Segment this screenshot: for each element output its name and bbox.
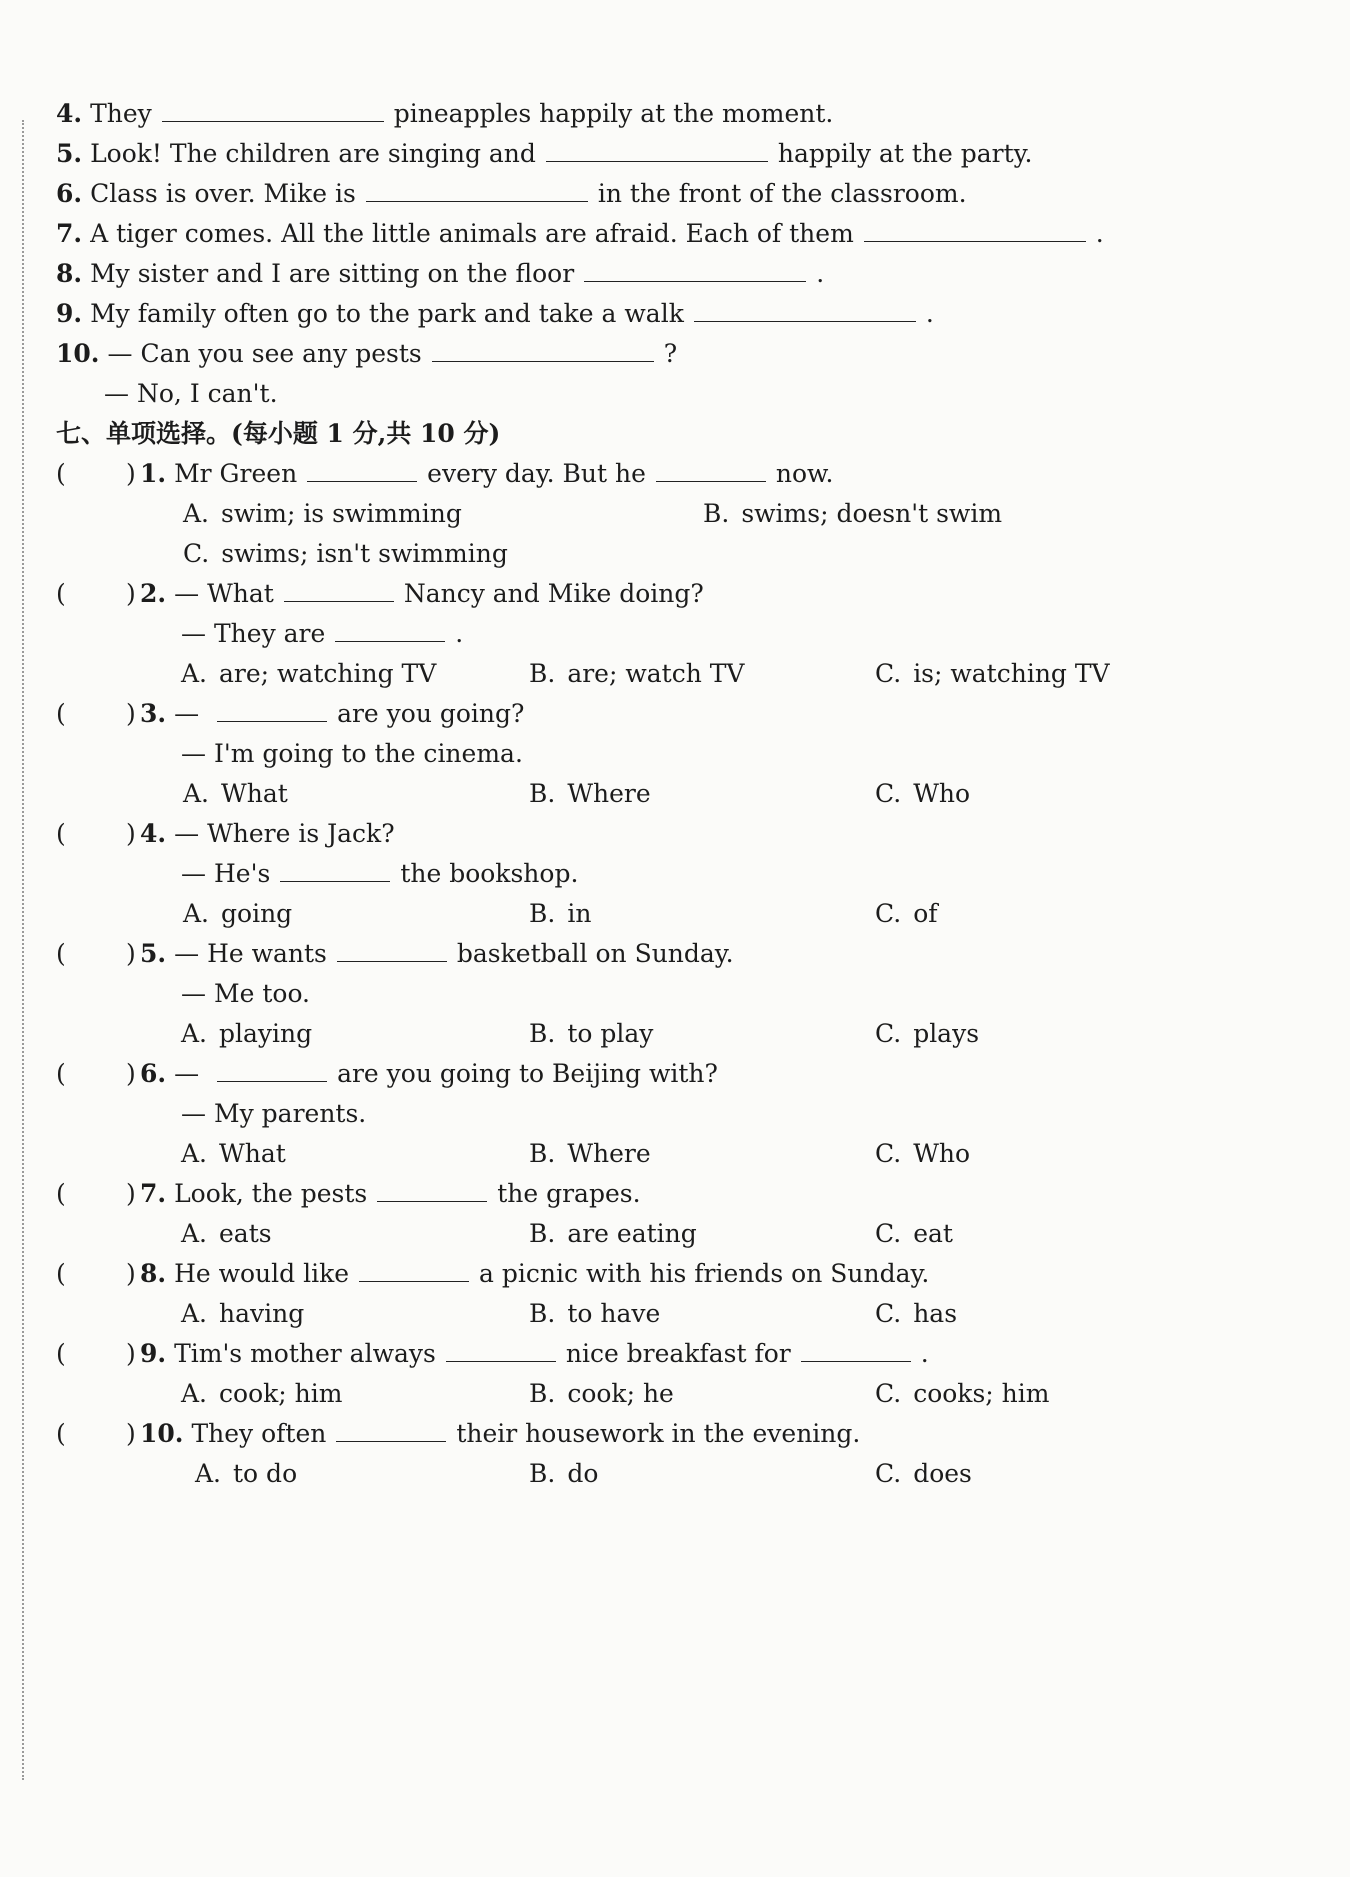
section-title: 七、单项选择。(每小题 1 分,共 10 分) [56,419,501,448]
q2-option-c[interactable]: C. is; watching TV [875,659,1110,688]
q1-option-a[interactable]: A. swim; is swimming [183,499,462,528]
margin-dotted-rule [22,120,24,1780]
question-1: 1. Mr Green every day. But he now. [140,459,834,488]
answer-blank[interactable] [446,1339,556,1362]
q4-reply: — He's the bookshop. [181,859,579,888]
question-2: 2. — What Nancy and Mike doing? [140,579,704,608]
fill-item-10-reply: — No, I can't. [104,379,278,408]
q7-option-b[interactable]: B. are eating [529,1219,697,1248]
answer-blank[interactable] [284,579,394,602]
q9-option-a[interactable]: A. cook; him [181,1379,343,1408]
q9-option-c[interactable]: C. cooks; him [875,1379,1050,1408]
q10-option-c[interactable]: C. does [875,1459,972,1488]
answer-blank[interactable] [656,459,766,482]
q6-option-b[interactable]: B. Where [529,1139,651,1168]
q3-reply: — I'm going to the cinema. [181,739,523,768]
answer-blank[interactable] [307,459,417,482]
q5-reply: — Me too. [181,979,310,1008]
answer-paren[interactable]: ( ) [56,1419,136,1448]
question-10: 10. They often their housework in the evening. [140,1419,861,1448]
q5-option-b[interactable]: B. to play [529,1019,654,1048]
answer-blank[interactable] [584,259,806,282]
answer-paren[interactable]: ( ) [56,579,136,608]
q3-option-b[interactable]: B. Where [529,779,651,808]
question-5: 5. — He wants basketball on Sunday. [140,939,734,968]
q9-option-b[interactable]: B. cook; he [529,1379,674,1408]
answer-blank[interactable] [377,1179,487,1202]
question-6: 6. — are you going to Beijing with? [140,1059,718,1088]
answer-blank[interactable] [546,139,768,162]
q6-option-c[interactable]: C. Who [875,1139,971,1168]
q2-option-a[interactable]: A. are; watching TV [181,659,437,688]
answer-paren[interactable]: ( ) [56,819,136,848]
answer-blank[interactable] [366,179,588,202]
answer-paren[interactable]: ( ) [56,459,136,488]
q6-option-a[interactable]: A. What [181,1139,286,1168]
answer-blank[interactable] [694,299,916,322]
q8-option-a[interactable]: A. having [181,1299,305,1328]
fill-item-8: 8. My sister and I are sitting on the floor . [56,259,825,288]
fill-item-5: 5. Look! The children are singing and happily at the party. [56,139,1033,168]
answer-blank[interactable] [335,619,445,642]
answer-blank[interactable] [280,859,390,882]
question-4: 4. — Where is Jack? [140,819,395,848]
answer-blank[interactable] [337,939,447,962]
q5-option-a[interactable]: A. playing [181,1019,313,1048]
q2-option-b[interactable]: B. are; watch TV [529,659,745,688]
q5-option-c[interactable]: C. plays [875,1019,980,1048]
q10-option-a[interactable]: A. to do [195,1459,298,1488]
fill-item-9: 9. My family often go to the park and take a walk . [56,299,934,328]
fill-item-4: 4. They pineapples happily at the moment. [56,99,834,128]
fill-item-7: 7. A tiger comes. All the little animals are afraid. Each of them . [56,219,1104,248]
q4-option-b[interactable]: B. in [529,899,592,928]
answer-blank[interactable] [864,219,1086,242]
answer-blank[interactable] [336,1419,446,1442]
q3-option-a[interactable]: A. What [183,779,288,808]
answer-paren[interactable]: ( ) [56,1059,136,1088]
answer-paren[interactable]: ( ) [56,1179,136,1208]
question-8: 8. He would like a picnic with his friends on Sunday. [140,1259,930,1288]
q4-option-a[interactable]: A. going [183,899,293,928]
answer-blank[interactable] [217,699,327,722]
answer-blank[interactable] [162,99,384,122]
question-7: 7. Look, the pests the grapes. [140,1179,641,1208]
q3-option-c[interactable]: C. Who [875,779,971,808]
answer-paren[interactable]: ( ) [56,1259,136,1288]
question-3: 3. — are you going? [140,699,525,728]
q1-option-c[interactable]: C. swims; isn't swimming [183,539,508,568]
answer-paren[interactable]: ( ) [56,1339,136,1368]
q7-option-c[interactable]: C. eat [875,1219,953,1248]
answer-blank[interactable] [801,1339,911,1362]
q2-reply: — They are . [181,619,464,648]
q6-reply: — My parents. [181,1099,367,1128]
fill-item-10: 10. — Can you see any pests ? [56,339,678,368]
q10-option-b[interactable]: B. do [529,1459,599,1488]
q4-option-c[interactable]: C. of [875,899,938,928]
answer-paren[interactable]: ( ) [56,699,136,728]
answer-paren[interactable]: ( ) [56,939,136,968]
q8-option-c[interactable]: C. has [875,1299,958,1328]
question-9: 9. Tim's mother always nice breakfast for . [140,1339,929,1368]
q1-option-b[interactable]: B. swims; doesn't swim [703,499,1003,528]
q8-option-b[interactable]: B. to have [529,1299,661,1328]
answer-blank[interactable] [217,1059,327,1082]
q7-option-a[interactable]: A. eats [181,1219,272,1248]
answer-blank[interactable] [432,339,654,362]
fill-item-6: 6. Class is over. Mike is in the front of the classroom. [56,179,967,208]
answer-blank[interactable] [359,1259,469,1282]
